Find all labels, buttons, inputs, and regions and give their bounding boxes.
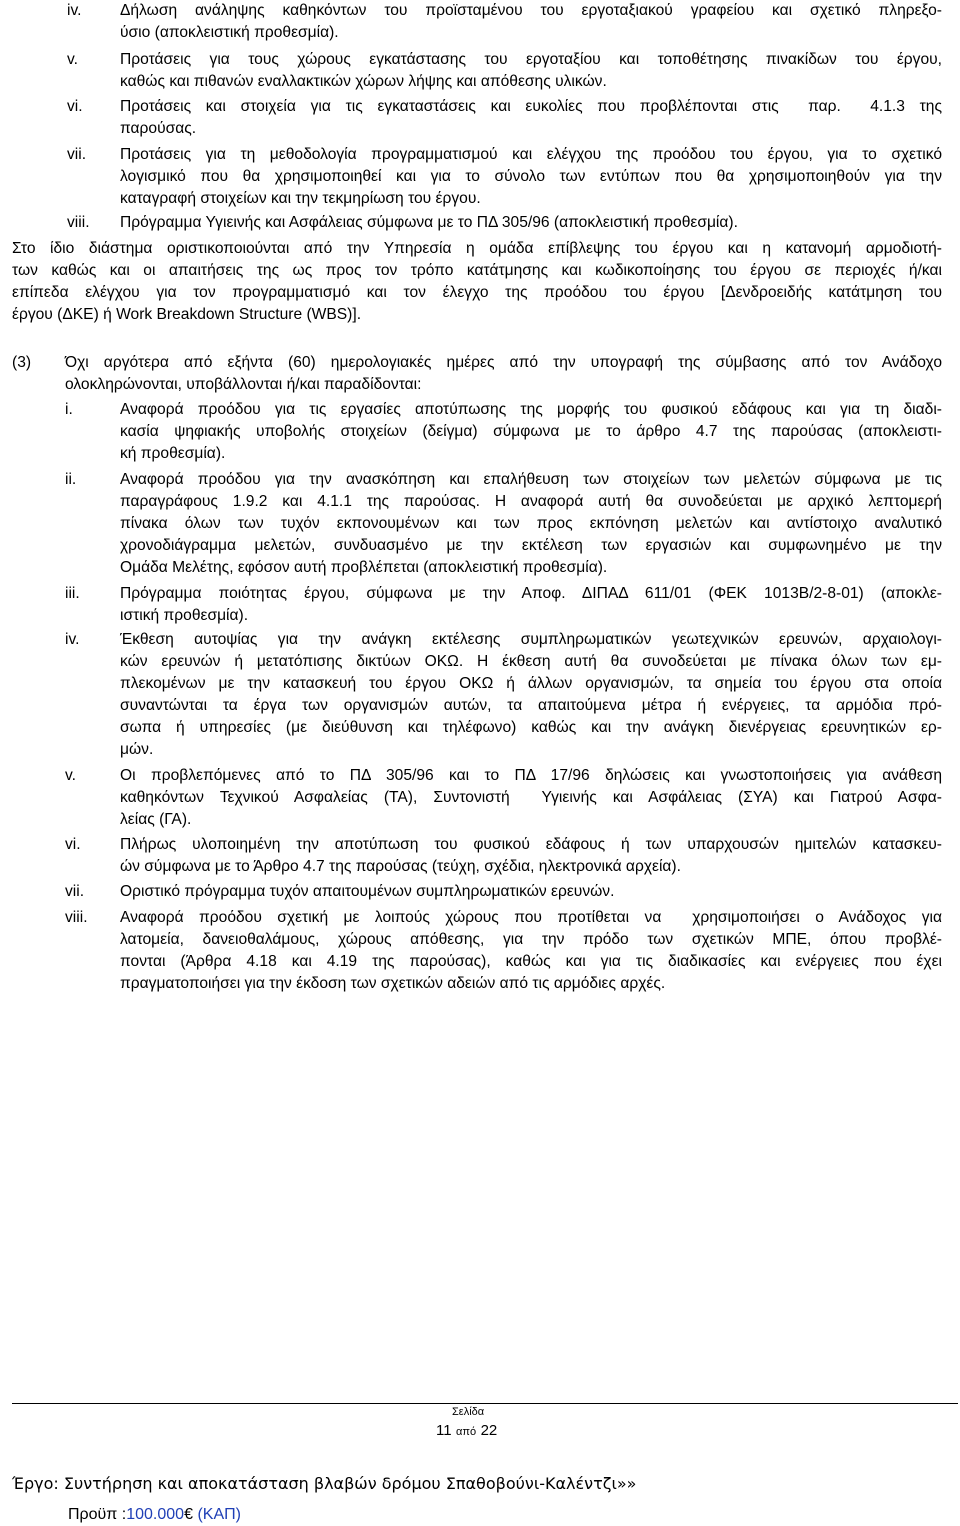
paragraph-line: επίπεδα ελέγχου για τον προγραμματισμό και τον έλεγχο της προόδου του έργου [Δενδροειδής κατάτμηση του	[12, 284, 942, 301]
footer-divider	[12, 1403, 958, 1404]
section-line: Όχι αργότερα από εξήντα (60) ημερολογιακές ημέρες από την υπογραφή της σύμβασης από τον Ανάδοχο	[65, 354, 942, 371]
list-item-line: λατομεία, δανειοθαλάμους, χώρους απόθεσης, για την πρόδο των σχετικών ΜΠΕ, όπου προβλέ-	[120, 931, 942, 948]
list-marker: vi.	[67, 98, 83, 115]
list-marker: ii.	[65, 471, 77, 488]
list-item-line: Αναφορά προόδου για τις εργασίες αποτύπωσης της μορφής του φυσικού εδάφους και για τη διαδι-	[120, 401, 942, 418]
list-item-line: παραγράφους 1.9.2 και 4.1.1 της παρούσας. Η αναφορά αυτή θα συνοδεύεται με αρχικό λεπτομερή	[120, 493, 942, 510]
paragraph-line: Στο ίδιο διάστημα οριστικοποιούνται από την Υπηρεσία η ομάδα επίβλεψης του έργου και η κατανομή αρμοδιοτή-	[12, 240, 942, 257]
list-marker: viii.	[65, 909, 88, 926]
list-marker: vii.	[67, 146, 87, 163]
page-number: 11	[436, 1422, 452, 1439]
list-item-line: κή προθεσμία).	[120, 445, 226, 462]
list-item-line: Αναφορά προόδου για την ανασκόπηση και επαλήθευση των στοιχείων των μελετών σύμφωνα με τις	[120, 471, 942, 488]
list-item-line: σωπα ή υπηρεσίες (με διεύθυνση και τηλέφωνο) καθώς και την ανάγκη διενέργειας ερευνητικών ερ-	[120, 719, 942, 736]
page-counter	[436, 1422, 497, 1440]
list-item-line: Αναφορά προόδου σχετική με λοιπούς χώρους που προτίθεται να χρησιμοποιήσει ο Ανάδοχος για	[120, 909, 942, 926]
list-item-line: παρούσας.	[120, 120, 197, 137]
section-marker: (3)	[12, 354, 32, 371]
list-item-line: λείας (ΓΑ).	[120, 811, 192, 828]
list-item-line: Προτάσεις για τη μεθοδολογία προγραμματισμού και ελέγχου της προόδου του έργου, για το σχετικό	[120, 146, 942, 163]
list-item-line: ύσιο (αποκλειστική προθεσμία).	[120, 24, 339, 41]
list-item-line: πονται (Άρθρα 4.18 και 4.19 της παρούσας), καθώς και για τις διαδικασίες και ενέργειες που έχει	[120, 953, 942, 970]
list-item-line: καταγραφή στοιχείων και την τεκμηρίωση του έργου.	[120, 190, 481, 207]
budget-amount: 100.000	[126, 1506, 185, 1523]
list-marker: v.	[65, 767, 76, 784]
list-item-line: Ομάδα Μελέτης, εφόσον αυτή προβλέπεται (αποκλειστική προθεσμία).	[120, 559, 608, 576]
list-item-line: πλεκομένων με την κατασκευή του έργου ΟΚΩ ή άλλων οργανισμών, τα σημεία του έργου στα οποία	[120, 675, 942, 692]
project-budget	[68, 1505, 241, 1525]
list-item-line: καθώς και πιθανών εναλλακτικών χώρων λήψης και απόθεσης υλικών.	[120, 73, 607, 90]
budget-prefix: Προϋπ :	[68, 1506, 127, 1523]
list-item-line: Προτάσεις για τους χώρους εγκατάστασης του εργοταξίου και τοποθέτησης πινακίδων του έργου,	[120, 51, 942, 68]
list-item-line: Πλήρως υλοποιημένη την αποτύπωση του φυσικού εδάφους ή των υπαρχουσών ημιτελών κατασκευ-	[120, 836, 942, 853]
list-marker: vi.	[65, 836, 81, 853]
budget-source: (ΚΑΠ)	[197, 1506, 241, 1523]
list-item-line: Έκθεση αυτοψίας για την ανάγκη εκτέλεσης συμπληρωματικών γεωτεχνικών ερευνών, αρχαιολογι-	[120, 631, 942, 648]
paragraph-line: των καθώς και οι απαιτήσεις της ως προς τον τρόπο κατάτμησης και κωδικοποίησης του έργου σε περιοχές ή/και	[12, 262, 942, 279]
total-pages: 22	[480, 1422, 498, 1439]
list-item-line: ών σύμφωνα με το Άρθρο 4.7 της παρούσας (τεύχη, σχέδια, ηλεκτρονικά αρχεία).	[120, 858, 681, 875]
list-item-line: χρονοδιάγραμμα μελετών, συνδυασμένο με την εκτέλεση των εργασιών και συμφωνημένο με την	[120, 537, 942, 554]
list-marker: vii.	[65, 883, 85, 900]
list-marker: i.	[65, 401, 73, 418]
list-item-line: Οριστικό πρόγραμμα τυχόν απαιτουμένων συμπληρωματικών ερευνών.	[120, 883, 615, 900]
list-item-line: λογισμικό που θα χρησιμοποιηθεί και για το σύνολο των εντύπων που θα χρησιμοποιηθούν για την	[120, 168, 942, 185]
list-marker: iii.	[65, 585, 80, 602]
list-item-line: Προτάσεις και στοιχεία για τις εγκαταστάσεις και ευκολίες που προβλέπονται στις παρ. 4.1.3 της	[120, 98, 942, 115]
list-item-line: Πρόγραμμα Υγιεινής και Ασφάλειας σύμφωνα με το ΠΔ 305/96 (αποκλειστική προθεσμία).	[120, 214, 738, 231]
list-marker: viii.	[67, 214, 90, 231]
list-item-line: καθηκόντων Τεχνικού Ασφαλείας (ΤΑ), Συντονιστή Υγιεινής και Ασφάλειας (ΣΥΑ) και Γιατρού Ασφα-	[120, 789, 942, 806]
list-marker: iv.	[67, 2, 82, 19]
list-item-line: ιστική προθεσμία).	[120, 607, 249, 624]
list-item-line: Πρόγραμμα ποιότητας έργου, σύμφωνα με την Αποφ. ΔΙΠΑΔ 611/01 (ΦΕΚ 1013Β/2-8-01) (αποκλε-	[120, 585, 942, 602]
list-item-line: πίνακα όλων των τυχόν εκπονουμένων και των προς εκπόνηση μελετών και αντίστοιχο αναλυτικό	[120, 515, 942, 532]
paragraph-line: έργου (ΔΚΕ) ή Work Breakdown Structure (WBS)].	[12, 306, 362, 323]
project-title: Έργο: Συντήρηση και αποκατάσταση βλαβών δρόμου Σπαθοβούνι-Καλέντζι»»	[12, 1474, 637, 1493]
list-marker: v.	[67, 51, 78, 68]
list-item-line: πραγματοποιήσει για την έκδοση των σχετικών αδειών από τις αρμόδιες αρχές.	[120, 975, 666, 992]
page-label: Σελίδα	[452, 1406, 485, 1418]
list-item-line: Οι προβλεπόμενες από το ΠΔ 305/96 και το ΠΔ 17/96 δηλώσεις και γνωστοποιήσεις για ανάθεση	[120, 767, 942, 784]
list-item-line: κών ερευνών ή μετατόπισης δικτύων ΟΚΩ. Η έκθεση αυτή θα συνοδεύεται με πίνακα όλων των εμ-	[120, 653, 942, 670]
list-item-line: μών.	[120, 741, 154, 758]
budget-currency: €	[184, 1506, 193, 1523]
list-item-line: συναντώνται τα έργα των οργανισμών αυτών, τα απαιτούμενα μέτρα ή ενέργειες, τα αρμόδια πρό-	[120, 697, 942, 714]
list-item-line: κασία ψηφιακής υποβολής στοιχείων (δείγμα) σύμφωνα με το άρθρο 4.7 της παρούσας (αποκλειστι-	[120, 423, 942, 440]
list-marker: iv.	[65, 631, 80, 648]
list-item-line: Δήλωση ανάληψης καθηκόντων του προϊσταμένου του εργοταξιακού γραφείου και σχετικό πληρεξο-	[120, 2, 942, 19]
section-line: ολοκληρώνονται, υποβάλλονται ή/και παραδίδονται:	[65, 376, 422, 393]
page-of-label: από	[456, 1426, 477, 1438]
